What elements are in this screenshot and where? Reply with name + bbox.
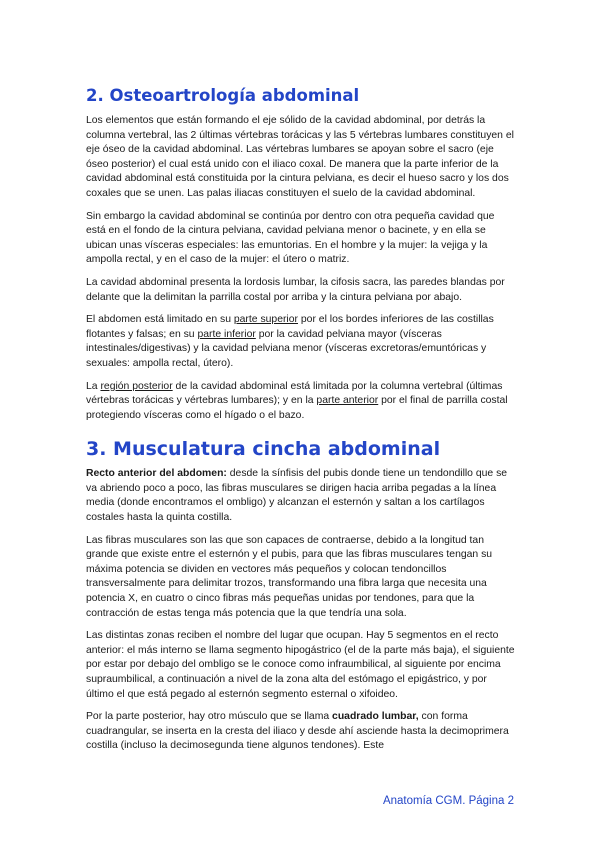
text-run: por el los bordes inferiores de las costillas flotantes y falsas; en su [86,314,494,340]
paragraph [86,313,516,371]
section-heading-musculatura: 3. Musculatura cincha abdominal [86,438,441,461]
text-run: El abdomen está limitado en su [86,314,234,326]
text-run: La [86,380,101,392]
text-run: con forma cuadrangular, se inserta en la cresta del iliaco y desde ahí asciende hasta la decimoprimera costilla (incluso la decimosegunda tiene algunos tendones). Este [86,711,509,752]
paragraph [86,467,516,525]
bold-term: cuadrado lumbar, [332,711,419,723]
underlined-term: parte inferior [197,328,256,340]
text-run: Por la parte posterior, hay otro músculo que se llama [86,711,333,723]
page-footer: Anatomía CGM. Página 2 [382,795,514,807]
paragraph: Los elementos que están formando el eje sólido de la cavidad abdominal, por detrás la columna vertebral, las 2 últimas vértebras torácicas y las 5 vértebras lumbares constituyen el eje óseo de la cavidad abdominal. Las vértebras lumbares se apoyan sobre el sacro (eje óseo posterior) el cual está unido con el iliaco coxal. De manera que la parte inferior de la cavidad abdominal está constituida por la cintura pelviana, es decir el hueso sacro y los dos coxales que se unen. Las palas iliacas constituyen el suelo de la cavidad abdominal. [86,115,514,199]
paragraph: Las distintas zonas reciben el nombre del lugar que ocupan. Hay 5 segmentos en el recto anterior: el más interno se llama segmento hipogástrico (el de la parte más baja), el siguiente por estar por debajo del ombligo se le conoce como infraumbilical, al siguiente por encima supraumbilical, a continuación a nivel de la zona alta del estómago el epigástrico, y por último el que está pegado al esternón segmento esternal o xifoideo. [86,630,515,700]
paragraph [86,380,516,424]
paragraph: Sin embargo la cavidad abdominal se continúa por dentro con otra pequeña cavidad que está en el fondo de la cintura pelviana, cavidad pelviana menor o bacinete, y en ella se ubican unas vísceras especiales: las emuntorias. En el hombre y la mujer: la vejiga y la ampolla rectal, y en el caso de la mujer: el útero o matriz. [86,210,495,266]
underlined-term: parte anterior [316,395,379,407]
text-run: por el final de parrilla costal protegiendo vísceras como el hígado o el bazo. [86,395,508,421]
paragraph: La cavidad abdominal presenta la lordosis lumbar, la cifosis sacra, las paredes blandas por delante que la delimitan la parrilla costal por arriba y la cintura pelviana por abajo. [86,276,505,303]
underlined-term: región posterior [100,380,173,392]
paragraph [86,710,516,754]
bold-term: Recto anterior del abdomen: [86,468,227,480]
section-heading-osteoartrologia: 2. Osteoartrología abdominal [86,86,360,105]
paragraph: Las fibras musculares son las que son capaces de contraerse, debido a la longitud tan grande que existe entre el esternón y el pubis, para que las fibras musculares tengan su máxima potencia se dividen en vectores más pequeños y colocan tendoncillos transversalmente para delimitar trozos, transformando una fibra larga que necesita una potencia X, en cuatro o cinco fibras más pequeñas unidas por tendones, para que la contracción de estas tenga más potencia que la que tendría una sola. [86,534,493,619]
text-run: de la cavidad abdominal está limitada por la columna vertebral (últimas vértebras torácicas y vértebras lumbares); y en la [86,380,503,407]
page-content [86,86,516,762]
underlined-term: parte superior [233,314,298,326]
text-run: por la cavidad pelviana mayor (vísceras intestinales/digestivas) y la cavidad pelviana menor (vísceras excretoras/emuntóricas y sexuales: ampolla rectal, útero). [86,328,487,369]
text-run: desde la sínfisis del pubis donde tiene un tendondillo que se va abriendo poco a poco, las fibras musculares se dirigen hacia arriba pegadas a la línea media (donde encontramos el ombligo) y alcanzan el esternón y saltan a los cartílagos costales hasta la quinta costilla. [86,468,508,524]
